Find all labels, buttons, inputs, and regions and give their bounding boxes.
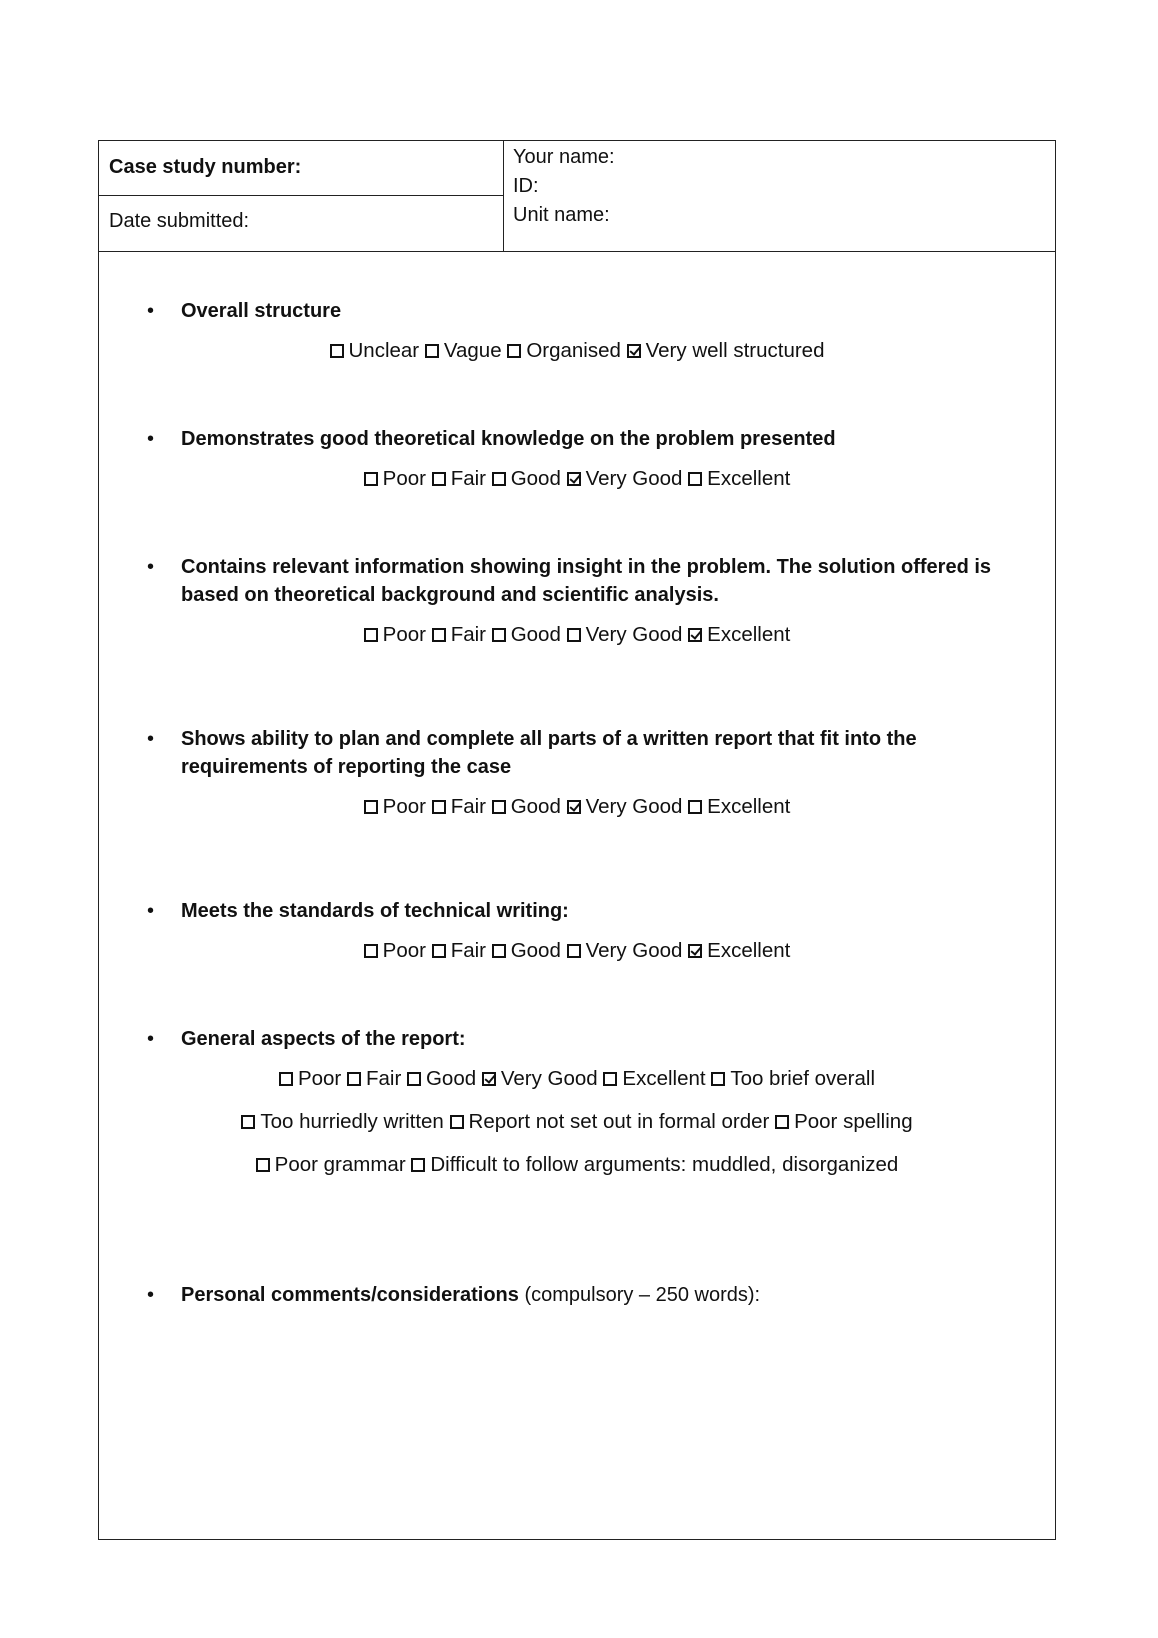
criterion-question-text: Contains relevant information showing insight in the problem. The solution offered is based on theoretical background and scientific analysis. (181, 556, 992, 606)
rating-option-label: Excellent (707, 623, 791, 646)
rating-option-label: Difficult to follow arguments: muddled, disorganized (430, 1153, 899, 1176)
rating-option[interactable] (411, 1153, 898, 1176)
rating-option[interactable] (775, 1110, 913, 1133)
rating-option-label: Good (510, 623, 561, 646)
checkbox[interactable] (364, 800, 378, 814)
student-info-cell (513, 143, 615, 230)
rating-option[interactable] (364, 795, 426, 818)
rating-option-label: Very Good (585, 939, 683, 962)
checkbox[interactable] (432, 800, 446, 814)
case-study-cell (99, 141, 503, 196)
criterion-question-text: General aspects of the report: (181, 1028, 466, 1050)
criterion-question (181, 1025, 1021, 1053)
rating-option[interactable] (507, 339, 621, 362)
rating-option-label: Organised (526, 339, 621, 362)
bullet-point: • (147, 1028, 155, 1050)
rating-option-label: Too brief overall (730, 1067, 876, 1090)
your-name-label: Your name: (513, 146, 615, 168)
rating-option-label: Very Good (585, 623, 683, 646)
criterion-question-text: Demonstrates good theoretical knowledge on the problem presented (181, 428, 836, 450)
checkbox[interactable] (688, 472, 702, 486)
rating-option-label: Fair (450, 795, 486, 818)
rating-option[interactable] (688, 467, 790, 490)
checked-checkbox[interactable] (567, 800, 581, 814)
checkbox[interactable] (241, 1115, 255, 1129)
rating-option-label: Excellent (707, 467, 791, 490)
rating-option[interactable] (347, 1067, 401, 1090)
rating-option[interactable] (432, 623, 486, 646)
checkbox[interactable] (507, 344, 521, 358)
rating-option-label: Fair (365, 1067, 402, 1090)
rating-option-label: Excellent (707, 795, 791, 818)
bullet-point: • (147, 728, 155, 750)
rating-option-label: Very Good (585, 795, 683, 818)
checkbox[interactable] (492, 472, 506, 486)
criterion-question (181, 1281, 1021, 1309)
rating-option[interactable] (432, 795, 486, 818)
rating-option[interactable] (492, 939, 561, 962)
criterion-question (181, 553, 1021, 609)
rating-option-label: Too hurriedly written (260, 1110, 444, 1133)
case-study-label: Case study number: (109, 156, 302, 178)
checked-checkbox[interactable] (567, 472, 581, 486)
checkbox[interactable] (567, 628, 581, 642)
rating-option-label: Good (510, 939, 561, 962)
rating-options-row (99, 1143, 1055, 1186)
rating-option-label: Poor (382, 795, 426, 818)
checkbox[interactable] (492, 800, 506, 814)
id-label: ID: (513, 175, 539, 197)
checkbox[interactable] (711, 1072, 725, 1086)
unit-name-label: Unit name: (513, 204, 610, 226)
checkbox[interactable] (256, 1158, 270, 1172)
rating-option[interactable] (688, 795, 790, 818)
criterion-question-text: Shows ability to plan and complete all parts of a written report that fit into the requirements of reporting the case (181, 728, 917, 778)
criterion-question-text: Personal comments/considerations (181, 1284, 519, 1306)
bullet-point: • (147, 428, 155, 450)
checkbox[interactable] (347, 1072, 361, 1086)
criterion-question (181, 425, 1021, 453)
checkbox[interactable] (603, 1072, 617, 1086)
rating-options-row (99, 1057, 1055, 1100)
rating-option[interactable] (492, 467, 561, 490)
rating-option-label: Good (425, 1067, 477, 1090)
checkbox[interactable] (364, 628, 378, 642)
checked-checkbox[interactable] (688, 628, 702, 642)
criterion-question (181, 725, 1021, 781)
rating-option[interactable] (711, 1067, 875, 1090)
rating-option-label: Poor (382, 939, 426, 962)
rating-option-label: Unclear (348, 339, 420, 362)
rating-option[interactable] (482, 1067, 598, 1090)
checkbox[interactable] (432, 472, 446, 486)
rating-options-row (99, 1100, 1055, 1143)
rating-option-label: Excellent (707, 939, 791, 962)
criterion-question-text: Overall structure (181, 300, 342, 322)
header-left-cells (99, 141, 504, 251)
criterion-question (181, 897, 1021, 925)
checkbox[interactable] (364, 944, 378, 958)
checkbox[interactable] (407, 1072, 421, 1086)
evaluation-form (98, 140, 1056, 1540)
rating-options-row (99, 329, 1055, 372)
rating-option[interactable] (688, 623, 790, 646)
rating-option-label: Vague (443, 339, 502, 362)
rating-option[interactable] (567, 467, 683, 490)
bullet-point: • (147, 1284, 155, 1306)
rating-options-row (99, 613, 1055, 656)
bullet-point: • (147, 300, 155, 322)
rating-option[interactable] (432, 467, 486, 490)
checkbox[interactable] (567, 944, 581, 958)
bullet-point: • (147, 900, 155, 922)
rating-option[interactable] (330, 339, 420, 362)
criterion-question-text: Meets the standards of technical writing: (181, 900, 569, 922)
checkbox[interactable] (411, 1158, 425, 1172)
rating-option[interactable] (432, 939, 486, 962)
rating-option[interactable] (567, 795, 683, 818)
rating-option[interactable] (492, 623, 561, 646)
checked-checkbox[interactable] (688, 944, 702, 958)
rating-option[interactable] (688, 939, 790, 962)
checkbox[interactable] (425, 344, 439, 358)
rating-option-label: Very Good (585, 467, 683, 490)
rating-option-label: Fair (450, 623, 486, 646)
rating-option[interactable] (279, 1067, 341, 1090)
rating-option-label: Poor (297, 1067, 342, 1090)
checkbox[interactable] (432, 944, 446, 958)
criterion-question (181, 297, 1021, 325)
rating-option-label: Poor grammar (274, 1153, 406, 1176)
checked-checkbox[interactable] (627, 344, 641, 358)
rating-option[interactable] (450, 1110, 770, 1133)
rating-option[interactable] (567, 623, 683, 646)
checkbox[interactable] (364, 472, 378, 486)
checkbox[interactable] (492, 944, 506, 958)
rating-option[interactable] (256, 1153, 406, 1176)
rating-option[interactable] (603, 1067, 705, 1090)
rating-options-row (99, 785, 1055, 828)
rating-option[interactable] (364, 623, 426, 646)
checked-checkbox[interactable] (482, 1072, 496, 1086)
rating-option[interactable] (627, 339, 825, 362)
checkbox[interactable] (775, 1115, 789, 1129)
rating-option-label: Poor (382, 467, 426, 490)
rating-option-label: Fair (450, 939, 486, 962)
checkbox[interactable] (432, 628, 446, 642)
rating-option-label: Excellent (622, 1067, 706, 1090)
rating-option-label: Fair (450, 467, 486, 490)
checkbox[interactable] (330, 344, 344, 358)
rating-option-label: Report not set out in formal order (468, 1110, 770, 1133)
rating-option-label: Poor (382, 623, 426, 646)
rating-option[interactable] (364, 939, 426, 962)
rating-options-row (99, 929, 1055, 972)
rating-option[interactable] (364, 467, 426, 490)
rating-option[interactable] (241, 1110, 443, 1133)
checkbox[interactable] (492, 628, 506, 642)
rating-option-label: Very well structured (645, 339, 825, 362)
form-header (99, 141, 1055, 252)
bullet-point: • (147, 556, 155, 578)
rating-option-label: Good (510, 467, 561, 490)
checkbox[interactable] (279, 1072, 293, 1086)
checkbox[interactable] (688, 800, 702, 814)
date-submitted-label: Date submitted: (109, 210, 250, 232)
rating-option[interactable] (567, 939, 683, 962)
rating-option[interactable] (407, 1067, 476, 1090)
rating-option-label: Good (510, 795, 561, 818)
rating-option[interactable] (425, 339, 502, 362)
criterion-question-note: (compulsory – 250 words): (518, 1284, 761, 1306)
checkbox[interactable] (450, 1115, 464, 1129)
rating-option-label: Poor spelling (794, 1110, 913, 1133)
rating-option-label: Very Good (500, 1067, 598, 1090)
rating-options-row (99, 457, 1055, 500)
rating-option[interactable] (492, 795, 561, 818)
